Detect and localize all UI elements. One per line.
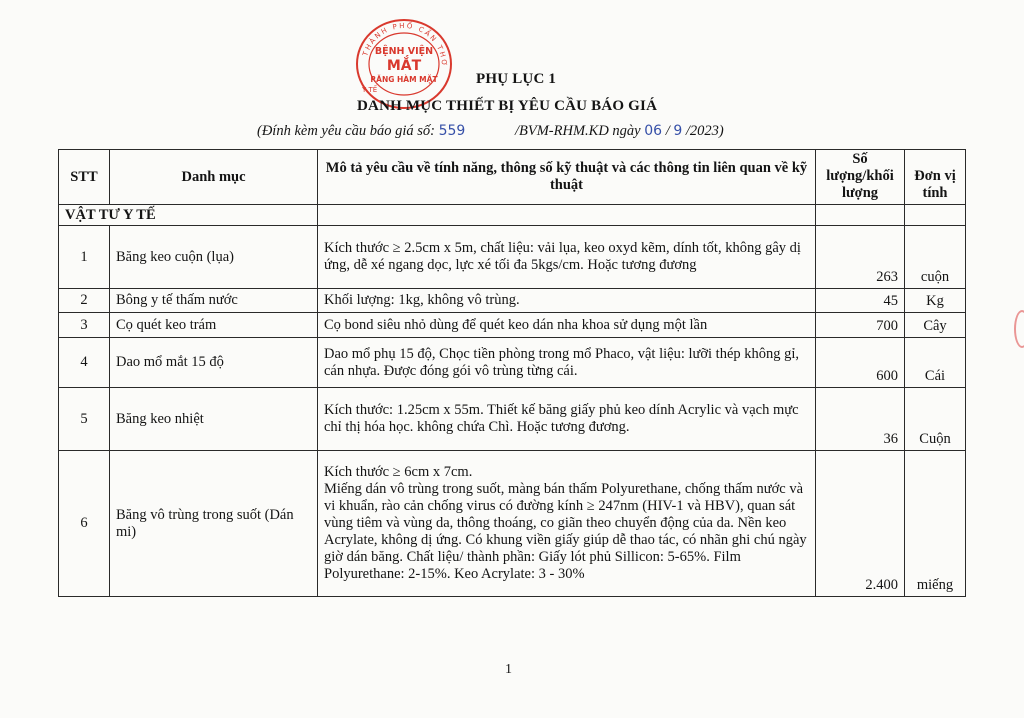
row-quantity: 2.400 [816,451,905,597]
row-quantity: 45 [816,289,905,313]
row-description: Khối lượng: 1kg, không vô trùng. [318,289,816,313]
row-stt: 1 [59,226,110,289]
row-quantity: 600 [816,338,905,388]
attachment-line [257,123,724,140]
table-row [59,313,966,338]
row-description: Dao mổ phụ 15 độ, Chọc tiền phòng trong mổ Phaco, vật liệu: lưỡi thép không gỉ, cán nhựa. Được đóng gói vô trùng từng cái. [318,338,816,388]
stamp-line-3: RĂNG HÀM MẶT [370,75,438,84]
row-name: Dao mổ mắt 15 độ [110,338,318,388]
row-name: Băng vô trùng trong suốt (Dán mi) [110,451,318,597]
row-quantity: 263 [816,226,905,289]
row-description: Kích thước ≥ 6cm x 7cm. Miếng dán vô trùng trong suốt, màng bán thấm Polyurethane, chống thấm nước và vi khuẩn, rào cản chống virus có đường kính ≥ 247nm (HIV-1 và HBV), quan sát vùng tiêm và vùng da, thông thoáng, co giãn theo chuyển động của da. Nền keo Acrylate, không dị ứng. Có khung viền giấy giúp dễ thao tác, có nhãn ghi chú ngày giờ dán băng. Chất liệu/ thành phần: Giấy lót phủ Sillicon: 5-65%. Film Polyurethane: 2-15%. Keo Acrylate: 3 - 30% [318,451,816,597]
row-stt: 3 [59,313,110,338]
header-quantity: Số lượng/khối lượng [816,150,905,205]
table-row [59,226,966,289]
row-stt: 2 [59,289,110,313]
table-row [59,289,966,313]
date-day: 06 [644,123,663,139]
row-unit: Cây [905,313,966,338]
row-unit: Cái [905,338,966,388]
date-separator: / [665,123,670,139]
row-quantity: 36 [816,388,905,451]
page-number: 1 [505,662,512,677]
header-category: Danh mục [110,150,318,205]
date-year: /2023) [685,123,724,139]
row-description: Kích thước ≥ 2.5cm x 5m, chất liệu: vải lụa, keo oxyd kẽm, dính tốt, không gây dị ứng, dễ xé ngang dọc, lực xé tối đa 5kgs/cm. Hoặc tương đương [318,226,816,289]
row-description: Cọ bond siêu nhỏ dùng để quét keo dán nha khoa sử dụng một lần [318,313,816,338]
header-unit: Đơn vị tính [905,150,966,205]
row-description: Kích thước: 1.25cm x 55m. Thiết kế băng giấy phủ keo dính Acrylic và vạch mực chỉ thị hóa học. không chứa Chì. Hoặc tương đương. [318,388,816,451]
row-name: Băng keo nhiệt [110,388,318,451]
appendix-title: PHỤ LỤC 1 [476,71,557,87]
row-unit: cuộn [905,226,966,289]
stamp-ring-text: THÀNH PHỐ CẦN THƠ [361,21,449,68]
attach-mid: /BVM-RHM.KD ngày [514,123,641,139]
date-month: 9 [673,123,683,139]
table-row [59,451,966,597]
stamp-edge-mark [1014,310,1024,348]
stamp-line-2: MẮT [386,58,422,74]
section-label: VẬT TƯ Y TẾ [59,205,318,226]
row-unit: Cuộn [905,388,966,451]
stamp-side-text: Y TẾ [362,86,378,94]
row-name: Băng keo cuộn (lụa) [110,226,318,289]
header-stt: STT [59,150,110,205]
table-row [59,388,966,451]
quote-number: 559 [438,123,466,139]
table-header-row [59,150,966,205]
row-name: Cọ quét keo trám [110,313,318,338]
equipment-table [58,149,966,597]
header-description: Mô tả yêu cầu về tính năng, thông số kỹ thuật và các thông tin liên quan về kỹ thuật [318,150,816,205]
stamp-line-1: BỆNH VIỆN [374,46,434,57]
document-title: DANH MỤC THIẾT BỊ YÊU CẦU BÁO GIÁ [357,98,658,114]
row-unit: Kg [905,289,966,313]
table-row [59,338,966,388]
row-stt: 4 [59,338,110,388]
row-unit: miếng [905,451,966,597]
row-name: Bông y tế thấm nước [110,289,318,313]
row-stt: 6 [59,451,110,597]
row-stt: 5 [59,388,110,451]
section-row [59,205,966,226]
row-quantity: 700 [816,313,905,338]
attach-prefix: (Đính kèm yêu cầu báo giá số: [257,123,435,139]
